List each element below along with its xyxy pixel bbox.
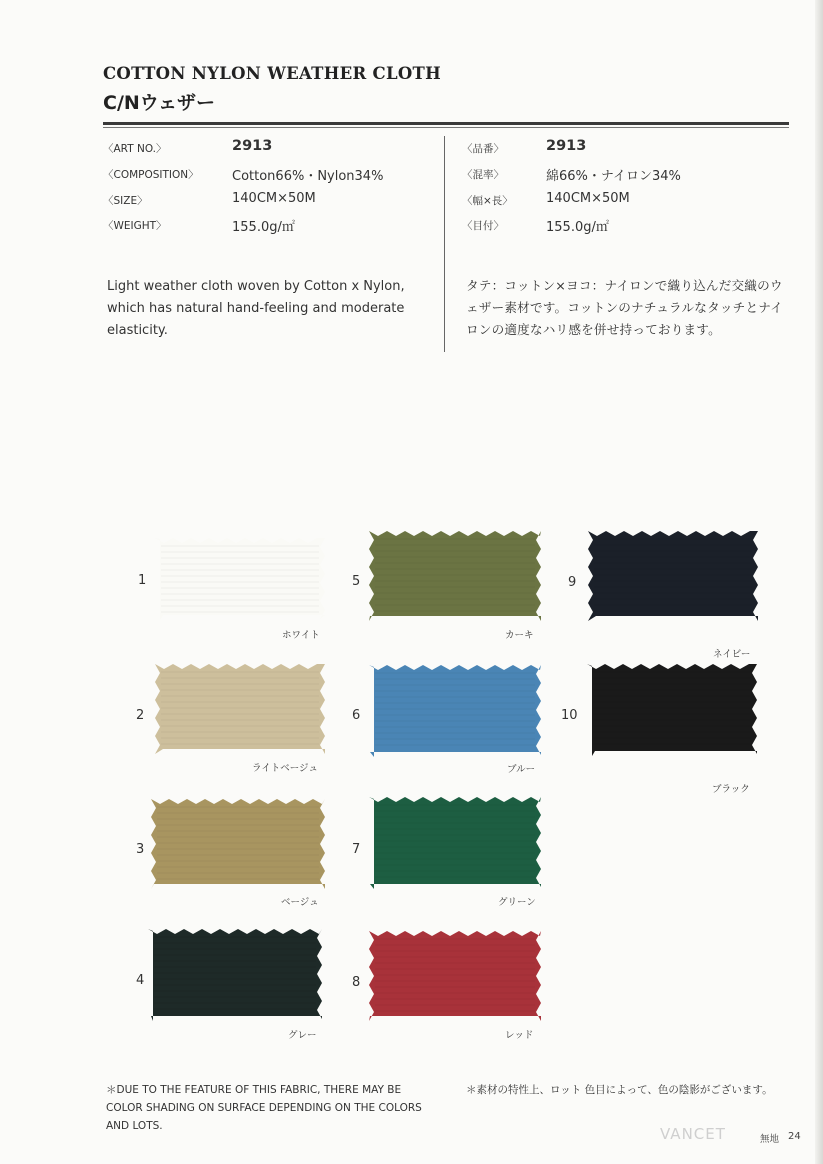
title-japanese: C/Nウェザー [103, 92, 216, 114]
swatch-sample-5 [369, 531, 541, 621]
description-japanese: タテ：コットン×ヨコ：ナイロンで織り込んだ交織のウェザー素材です。コットンのナチュラルなタッチとナイロンの適度なハリ感を併せ持っております。 [466, 278, 783, 337]
note-japanese: ＊素材の特性上、ロット 色目によって、色の陰影がございます。 [466, 1084, 773, 1096]
swatch-number-4: 4 [136, 973, 145, 988]
spec-label-haba: 〈幅×長〉 [462, 195, 513, 207]
swatch-name-8: レッド [505, 1030, 534, 1041]
swatch-number-9: 9 [568, 575, 577, 590]
spec-value-art-no: 2913 [232, 138, 273, 154]
swatch-name-10: ブラック [712, 784, 750, 795]
spec-value-weight: 155.0g/㎡ [232, 220, 295, 235]
spec-label-art-no: 〈ART NO.〉 [103, 143, 167, 155]
description-english: Light weather cloth woven by Cotton x Nylon, which has natural hand-feeling and moderate elasticity. [107, 279, 405, 338]
swatch-sample-9 [588, 531, 758, 621]
spec-value-size: 140CM×50M [232, 191, 316, 206]
spec-label-hinban: 〈品番〉 [462, 143, 504, 155]
note-english: ＊DUE TO THE FEATURE OF THIS FABRIC, THERE MAY BE COLOR SHADING ON SURFACE DEPENDING ON THE COLORS AND LOTS. [106, 1084, 422, 1132]
swatch-name-7: グリーン [498, 897, 536, 908]
spec-label-composition: 〈COMPOSITION〉 [103, 169, 199, 181]
swatch-sample-3 [151, 799, 325, 889]
spec-value-metsuke: 155.0g/㎡ [546, 220, 609, 235]
swatch-fabric [155, 538, 325, 620]
spec-label-metsuke: 〈目付〉 [462, 220, 504, 232]
swatch-name-3: ベージュ [281, 897, 319, 908]
swatch-sample-1 [155, 538, 325, 620]
swatch-number-7: 7 [352, 842, 361, 857]
swatch-name-2: ライトベージュ [252, 763, 318, 774]
spec-label-weight: 〈WEIGHT〉 [103, 220, 167, 232]
title-english: COTTON NYLON WEATHER CLOTH [103, 64, 442, 83]
swatch-name-9: ネイビー [713, 649, 751, 660]
swatch-sample-8 [369, 931, 541, 1021]
header-rule [103, 122, 789, 125]
swatch-number-10: 10 [561, 708, 578, 723]
spec-value-konritsu: 綿66%・ナイロン34% [546, 169, 681, 184]
spec-value-haba: 140CM×50M [546, 191, 630, 206]
brand-logo: VANCET [660, 1125, 726, 1143]
swatch-name-1: ホワイト [282, 630, 320, 641]
swatch-name-6: ブルー [507, 764, 536, 775]
page-binding-edge [815, 0, 823, 1164]
swatch-number-6: 6 [352, 708, 361, 723]
swatch-sample-4 [148, 929, 322, 1021]
spec-label-konritsu: 〈混率〉 [462, 169, 504, 181]
swatch-number-3: 3 [136, 842, 145, 857]
swatch-sample-6 [369, 665, 541, 757]
header-rule-thin [103, 127, 789, 128]
swatch-sample-7 [369, 797, 541, 889]
column-divider [444, 136, 445, 352]
swatch-number-8: 8 [352, 975, 361, 990]
spec-label-size: 〈SIZE〉 [103, 195, 148, 207]
swatch-name-5: カーキ [505, 630, 534, 641]
swatch-sample-10 [587, 664, 757, 756]
spec-value-composition: Cotton66%・Nylon34% [232, 169, 384, 184]
swatch-number-1: 1 [138, 573, 147, 588]
swatch-number-5: 5 [352, 574, 361, 589]
swatch-number-2: 2 [136, 708, 145, 723]
page-category: 無地 [760, 1134, 780, 1145]
page-number: 24 [788, 1131, 801, 1142]
swatch-sample-2 [155, 664, 325, 754]
spec-value-hinban: 2913 [546, 138, 587, 154]
swatch-name-4: グレー [288, 1030, 317, 1041]
